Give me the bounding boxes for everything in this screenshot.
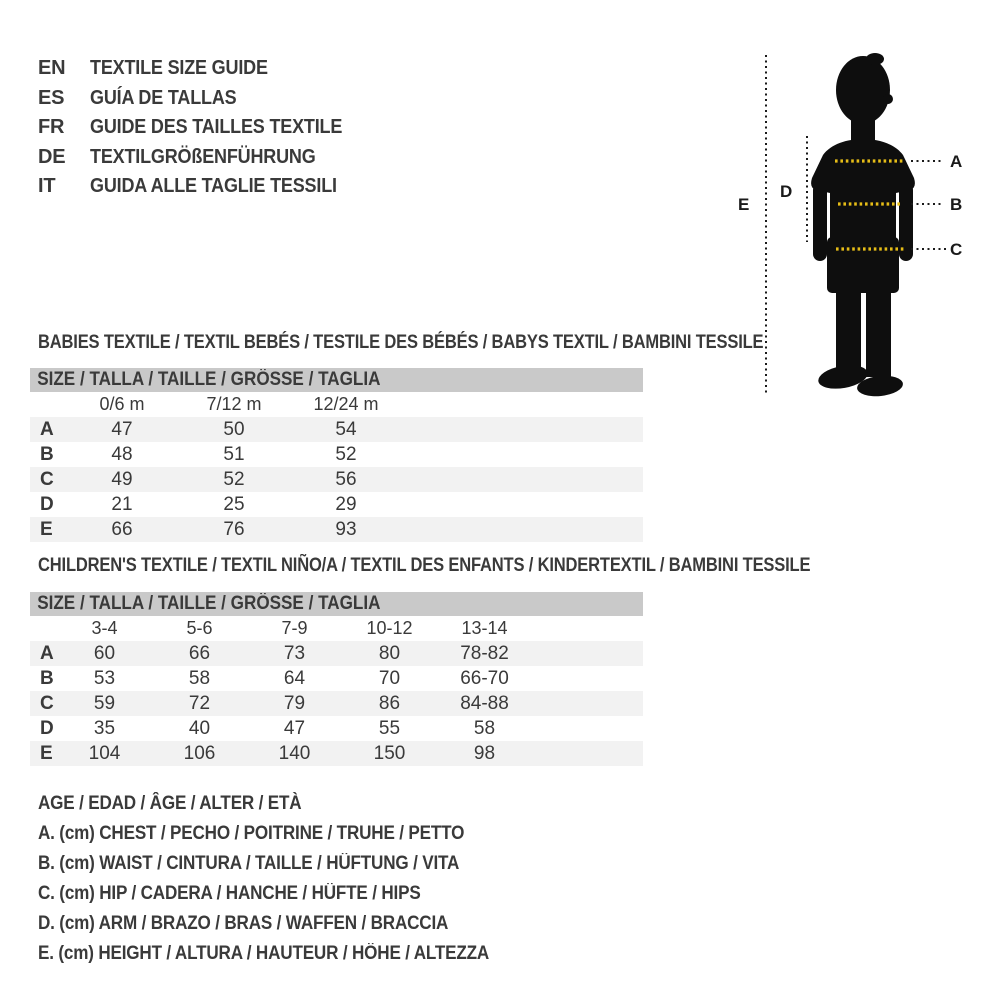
lang-title: GUÍA DE TALLAS (90, 86, 237, 109)
cell-value: 104 (88, 742, 121, 764)
legend-height-line: E. (cm) HEIGHT / ALTURA / HAUTEUR / HÖHE / ALTEZZA (38, 943, 490, 964)
cell-value: 64 (283, 667, 306, 689)
lang-row-es (38, 84, 370, 114)
size-header-text: SIZE / TALLA / TAILLE / GRÖSSE / TAGLIA (37, 369, 381, 390)
cell-value: 51 (223, 443, 245, 465)
row-label: B (40, 667, 54, 689)
table-row (30, 666, 643, 691)
row-label: B (40, 443, 54, 465)
cell-value: 140 (278, 742, 311, 764)
row-label: A (40, 642, 54, 664)
row-label: E (40, 518, 53, 540)
cell-value: 73 (283, 642, 306, 664)
cell-value: 25 (223, 493, 245, 515)
cell-value: 66-70 (460, 667, 509, 689)
language-title-list (38, 54, 370, 202)
figure-label-e: E (738, 195, 750, 214)
legend-arm-line: D. (cm) ARM / BRAZO / BRAS / WAFFEN / BRACCIA (38, 913, 449, 934)
cell-value: 66 (188, 642, 211, 664)
row-label: D (40, 493, 54, 515)
lang-code: EN (38, 57, 66, 80)
row-label: E (40, 742, 53, 764)
lang-code: IT (38, 175, 56, 198)
size-header-text: SIZE / TALLA / TAILLE / GRÖSSE / TAGLIA (37, 593, 381, 614)
lang-code: FR (38, 116, 65, 139)
cell-value: 58 (188, 667, 211, 689)
lang-row-de (38, 143, 370, 173)
table-row (30, 417, 643, 442)
babies-size-header-bar (30, 368, 643, 392)
figure-label-d: D (780, 182, 793, 201)
cell-value: 53 (93, 667, 116, 689)
lang-row-en (38, 54, 370, 84)
row-label: C (40, 692, 54, 714)
lang-title: GUIDA ALLE TAGLIE TESSILI (90, 175, 337, 198)
silhouette-head (836, 56, 890, 124)
column-header: 7-9 (281, 618, 308, 638)
row-label: C (40, 468, 54, 490)
row-label: A (40, 418, 54, 440)
babies-size-table (30, 368, 643, 542)
silhouette-hair (866, 53, 884, 65)
lang-title: TEXTILGRÖßENFÜHRUNG (90, 145, 316, 168)
cell-value: 47 (111, 418, 133, 440)
cell-value: 60 (93, 642, 116, 664)
legend-waist-line: B. (cm) WAIST / CINTURA / TAILLE / HÜFTUNG / VITA (38, 853, 460, 874)
table-row (30, 467, 643, 492)
children-section-title: CHILDREN'S TEXTILE / TEXTIL NIÑO/A / TEXTIL DES ENFANTS / KINDERTEXTIL / BAMBINI TESSILE (38, 555, 811, 576)
measurement-legend (38, 789, 539, 969)
legend-chest-line: A. (cm) CHEST / PECHO / POITRINE / TRUHE / PETTO (38, 823, 465, 844)
table-row (30, 716, 643, 741)
cell-value: 48 (111, 443, 133, 465)
child-silhouette (811, 53, 915, 398)
table-row (30, 641, 643, 666)
legend-age-line: AGE / EDAD / ÂGE / ALTER / ETÀ (38, 793, 302, 814)
cell-value: 40 (188, 717, 211, 739)
babies-section-title: BABIES TEXTILE / TEXTIL BEBÉS / TESTILE DES BÉBÉS / BABYS TEXTIL / BAMBINI TESSILE (38, 332, 764, 353)
babies-column-header-row (30, 392, 643, 417)
cell-value: 150 (373, 742, 406, 764)
cell-value: 29 (335, 493, 357, 515)
cell-value: 76 (223, 518, 245, 540)
cell-value: 98 (473, 742, 496, 764)
lang-code: ES (38, 86, 65, 109)
row-label: D (40, 717, 54, 739)
cell-value: 47 (283, 717, 306, 739)
table-row (30, 517, 643, 542)
column-header: 0/6 m (99, 394, 145, 414)
cell-value: 84-88 (460, 692, 509, 714)
lang-title: GUIDE DES TAILLES TEXTILE (90, 116, 343, 139)
figure-label-c: C (950, 240, 963, 259)
figure-label-a: A (950, 152, 963, 171)
column-header: 5-6 (186, 618, 213, 638)
table-row (30, 442, 643, 467)
children-size-header-bar (30, 592, 643, 616)
children-size-table (30, 592, 643, 766)
cell-value: 78-82 (460, 642, 509, 664)
cell-value: 49 (111, 468, 133, 490)
column-header: 12/24 m (313, 394, 379, 414)
child-measurement-figure (725, 45, 990, 405)
silhouette-left-arm (813, 183, 827, 261)
figure-label-b: B (950, 195, 963, 214)
cell-value: 50 (223, 418, 245, 440)
lang-title: TEXTILE SIZE GUIDE (90, 57, 268, 80)
cell-value: 52 (223, 468, 245, 490)
children-column-header-row (30, 616, 643, 641)
silhouette-right-leg (866, 289, 891, 377)
silhouette-shorts (827, 237, 899, 293)
table-row (30, 492, 643, 517)
cell-value: 80 (378, 642, 401, 664)
column-header: 13-14 (461, 618, 508, 638)
column-header: 10-12 (366, 618, 413, 638)
column-header: 7/12 m (206, 394, 262, 414)
cell-value: 70 (378, 667, 401, 689)
cell-value: 56 (335, 468, 357, 490)
silhouette-left-leg (836, 289, 861, 373)
cell-value: 52 (335, 443, 357, 465)
cell-value: 72 (188, 692, 211, 714)
table-row (30, 691, 643, 716)
cell-value: 59 (93, 692, 116, 714)
cell-value: 58 (473, 717, 496, 739)
silhouette-neck (851, 115, 875, 143)
lang-row-fr (38, 113, 370, 143)
cell-value: 106 (183, 742, 216, 764)
cell-value: 79 (283, 692, 306, 714)
cell-value: 21 (111, 493, 133, 515)
cell-value: 35 (93, 717, 116, 739)
cell-value: 55 (378, 717, 401, 739)
lang-row-it (38, 172, 370, 202)
silhouette-nose (883, 94, 893, 104)
cell-value: 86 (378, 692, 401, 714)
lang-code: DE (38, 145, 66, 168)
column-header: 3-4 (91, 618, 118, 638)
table-row (30, 741, 643, 766)
cell-value: 54 (335, 418, 357, 440)
cell-value: 66 (111, 518, 133, 540)
legend-hip-line: C. (cm) HIP / CADERA / HANCHE / HÜFTE / HIPS (38, 883, 421, 904)
cell-value: 93 (335, 518, 357, 540)
